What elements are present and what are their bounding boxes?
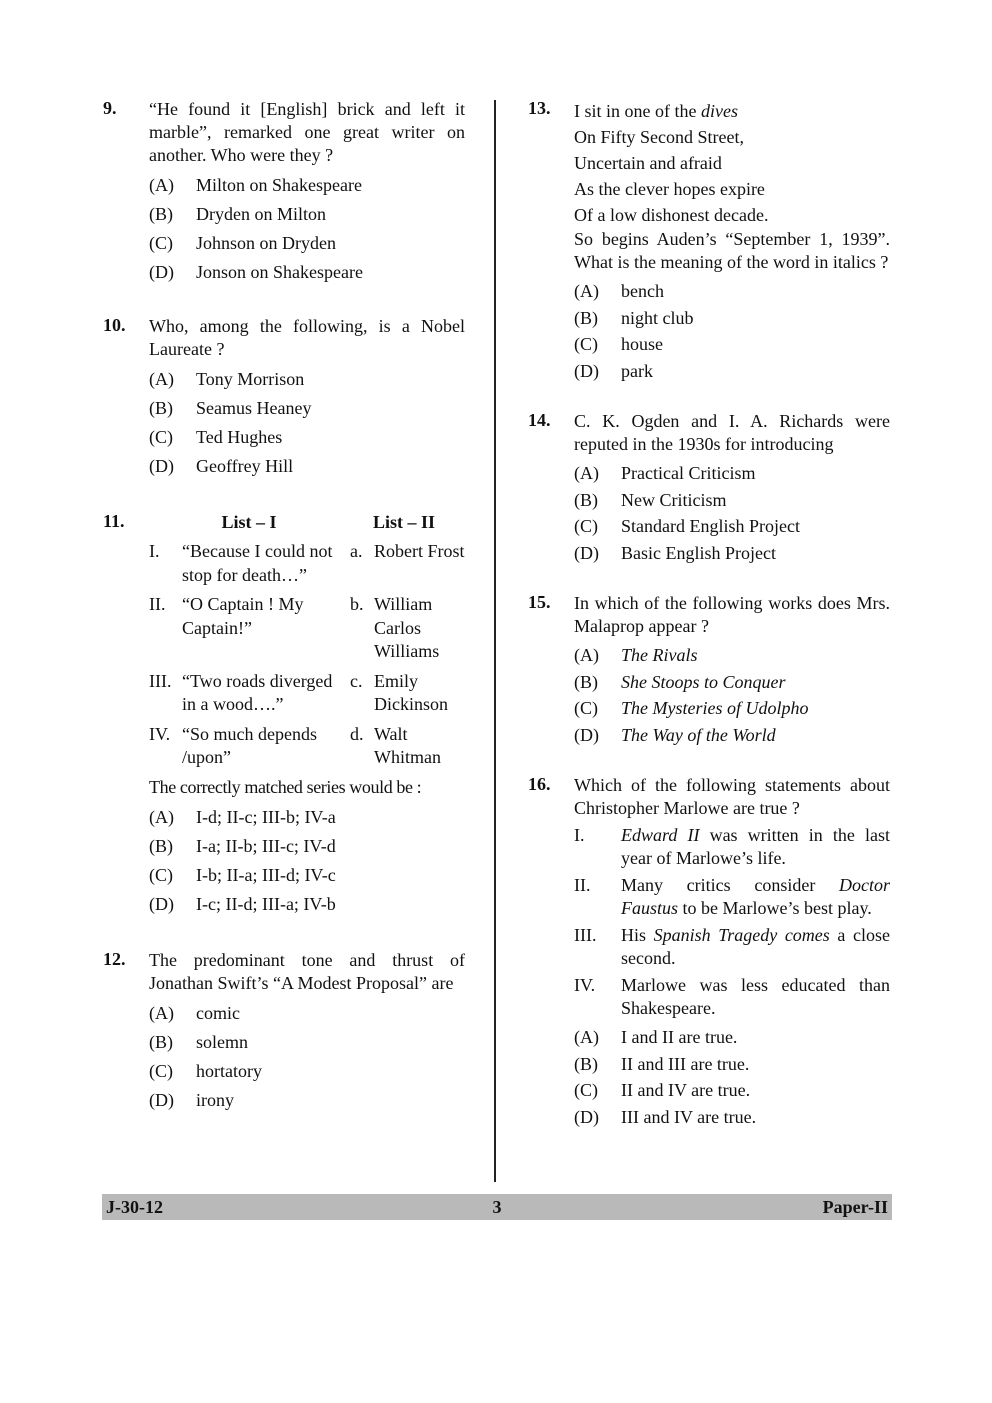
question-11 (103, 511, 465, 919)
option-label: (B) (149, 204, 173, 224)
question-number: 10. (103, 315, 126, 335)
match-row (149, 723, 465, 770)
statement-text: a close second. (621, 925, 890, 968)
question-stem: So begins Auden’s “September 1, 1939”. What is the meaning of the word in italics ? (574, 229, 890, 272)
option-text: comic (196, 1002, 240, 1023)
option-text: The Rivals (621, 645, 698, 665)
option-text: Dryden on Milton (196, 204, 326, 224)
option-label: (B) (149, 1031, 173, 1052)
row-letter: d. (350, 723, 364, 744)
list-1-item: “Because I could not stop for death…” (182, 541, 333, 585)
option-a[interactable] (149, 171, 465, 200)
option-label: (D) (574, 360, 599, 381)
option-label: (A) (149, 369, 174, 389)
option-text: Jonson on Shakespeare (196, 262, 363, 282)
statement-numeral: I. (574, 825, 585, 845)
option-d[interactable] (149, 452, 465, 481)
question-stem: Who, among the following, is a Nobel Laureate ? (149, 316, 465, 359)
option-d[interactable] (149, 1086, 465, 1115)
option-c[interactable] (149, 861, 465, 890)
option-c[interactable] (574, 1077, 890, 1104)
option-text: III and IV are true. (621, 1106, 757, 1127)
option-label: (A) (149, 1002, 174, 1023)
option-b[interactable] (574, 487, 890, 514)
statement-text: Many critics consider (621, 875, 839, 895)
question-12 (103, 949, 465, 1115)
option-text: Milton on Shakespeare (196, 175, 362, 195)
option-label: (B) (574, 307, 598, 328)
option-b[interactable] (574, 305, 890, 332)
option-label: (C) (149, 864, 173, 885)
option-a[interactable] (574, 1024, 890, 1051)
option-a[interactable] (149, 999, 465, 1028)
list-1-item: “Two roads diverged in a wood….” (182, 670, 333, 714)
question-stem: The predominant tone and thrust of Jonathan Swift’s “A Modest Proposal” are (149, 949, 465, 993)
option-label: (D) (149, 456, 174, 476)
option-text: New Criticism (621, 489, 727, 510)
option-text: I and II are true. (621, 1027, 738, 1047)
option-c[interactable] (149, 1057, 465, 1086)
option-label: (D) (574, 724, 599, 745)
list-2-item: Emily Dickinson (374, 670, 448, 714)
question-9 (103, 98, 465, 287)
option-label: (B) (149, 398, 173, 418)
option-text: Seamus Heaney (196, 398, 312, 418)
question-number: 12. (103, 948, 126, 969)
option-b[interactable] (149, 832, 465, 861)
statement-text: to be Marlowe’s best play. (678, 898, 872, 918)
statement-3 (574, 924, 890, 970)
question-number: 15. (528, 592, 551, 612)
option-a[interactable] (149, 803, 465, 832)
list-1-heading: List – I (221, 512, 277, 532)
poem-line: On Fifty Second Street, (574, 127, 744, 147)
option-label: (D) (574, 1106, 599, 1127)
option-b[interactable] (149, 200, 465, 229)
page-footer (102, 1194, 892, 1220)
poem-text: I sit in one of the (574, 101, 701, 121)
option-text: The Mysteries of Udolpho (621, 698, 809, 718)
row-numeral: II. (149, 594, 166, 614)
option-label: (A) (574, 463, 599, 483)
poem-line: Of a low dishonest decade. (574, 205, 769, 225)
question-15 (528, 592, 890, 748)
option-d[interactable] (574, 722, 890, 749)
option-text: II and III are true. (621, 1053, 750, 1074)
option-label: (D) (149, 893, 174, 914)
question-stem: Which of the following statements about Christopher Marlowe are true ? (574, 775, 890, 818)
options (574, 642, 890, 748)
right-column (528, 98, 890, 1130)
option-text: Standard English Project (621, 516, 800, 536)
option-text: I-a; II-b; III-c; IV-d (196, 835, 336, 856)
option-text: irony (196, 1089, 234, 1110)
option-label: (C) (149, 233, 173, 253)
option-d[interactable] (149, 890, 465, 919)
option-a[interactable] (574, 278, 890, 305)
option-label: (D) (149, 1089, 174, 1110)
option-text: I-d; II-c; III-b; IV-a (196, 806, 336, 827)
italic-title: Edward II (621, 825, 700, 845)
option-label: (C) (574, 1080, 598, 1100)
question-stem: C. K. Ogden and I. A. Richards were reputed in the 1930s for introducing (574, 411, 890, 454)
statement-numeral: II. (574, 875, 591, 895)
option-label: (B) (574, 671, 598, 692)
option-d[interactable] (574, 1104, 890, 1131)
option-label: (D) (574, 542, 599, 563)
poem-excerpt (574, 98, 890, 228)
poem-line (574, 98, 890, 124)
statement-text: Marlowe was less educated than Shakespeare. (621, 975, 890, 1018)
match-row (149, 593, 465, 664)
options (149, 365, 465, 481)
list-1-item: “So much depends /upon” (182, 723, 317, 767)
option-label: (A) (574, 1027, 599, 1047)
option-label: (A) (574, 645, 599, 665)
match-table-header (149, 511, 465, 534)
statement-text: His (621, 925, 654, 945)
option-b[interactable] (149, 394, 465, 423)
option-text: park (621, 360, 653, 381)
list-2-item: William Carlos Williams (374, 594, 440, 661)
question-14 (528, 410, 890, 566)
option-a[interactable] (574, 642, 890, 669)
question-stem: “He found it [English] brick and left it marble”, remarked one great writer on another. Who were they ? (149, 99, 465, 165)
italic-title: Doctor Faustus (621, 875, 890, 918)
row-letter: c. (350, 670, 363, 691)
option-text: Basic English Project (621, 542, 776, 563)
statement-numeral: III. (574, 925, 597, 945)
options (149, 803, 465, 919)
italic-title: Spanish Tragedy comes (653, 925, 830, 945)
question-10 (103, 315, 465, 481)
list-2-item: Walt Whitman (374, 723, 441, 767)
left-column (103, 98, 465, 1115)
option-label: (C) (574, 516, 598, 536)
option-text: Practical Criticism (621, 463, 756, 483)
match-row (149, 670, 465, 717)
option-label: (B) (574, 489, 598, 510)
option-text: house (621, 334, 663, 354)
option-label: (C) (574, 334, 598, 354)
row-letter: b. (350, 594, 364, 614)
statement-text: was written in the last year of Marlowe’s life. (621, 825, 891, 868)
series-prompt: The correctly matched series would be : (149, 776, 422, 797)
column-divider (494, 100, 496, 1182)
option-text: Ted Hughes (196, 427, 283, 447)
question-number: 9. (103, 98, 117, 118)
question-16 (528, 774, 890, 1130)
list-2-item: Robert Frost (374, 541, 465, 561)
option-text: Tony Morrison (196, 369, 305, 389)
question-number: 13. (528, 98, 551, 118)
options (574, 1024, 890, 1130)
paper-code: J-30-12 (106, 1197, 163, 1217)
option-text: night club (621, 307, 694, 328)
option-text: hortatory (196, 1060, 262, 1081)
options (149, 171, 465, 287)
statement-1 (574, 824, 890, 870)
question-13 (528, 98, 890, 384)
option-label: (A) (149, 806, 174, 827)
question-number: 14. (528, 410, 551, 430)
option-label: (B) (574, 1053, 598, 1074)
option-text: Johnson on Dryden (196, 233, 336, 253)
list-2-heading: List – II (372, 512, 435, 532)
statement-2 (574, 874, 890, 920)
row-numeral: IV. (149, 723, 171, 744)
row-letter: a. (350, 541, 363, 561)
option-text: bench (621, 281, 664, 301)
option-b[interactable] (574, 669, 890, 696)
poem-line: As the clever hopes expire (574, 179, 765, 199)
option-c[interactable] (574, 331, 890, 358)
question-number: 16. (528, 774, 551, 794)
options (149, 999, 465, 1115)
option-b[interactable] (149, 1028, 465, 1057)
statement-numeral: IV. (574, 975, 596, 995)
option-c[interactable] (149, 229, 465, 258)
match-row (149, 540, 465, 587)
option-label: (D) (149, 262, 174, 282)
option-d[interactable] (574, 540, 890, 567)
option-c[interactable] (149, 423, 465, 452)
options (574, 278, 890, 384)
question-number: 11. (103, 511, 125, 531)
option-label: (A) (574, 281, 599, 301)
page-number: 3 (492, 1197, 502, 1217)
option-text: The Way of the World (621, 724, 776, 745)
option-a[interactable] (574, 460, 890, 487)
option-a[interactable] (149, 365, 465, 394)
option-text: Geoffrey Hill (196, 456, 294, 476)
option-label: (C) (149, 427, 173, 447)
option-label: (B) (149, 835, 173, 856)
paper-name: Paper-II (822, 1197, 888, 1217)
option-label: (C) (574, 698, 598, 718)
option-c[interactable] (574, 513, 890, 540)
row-numeral: III. (149, 670, 172, 691)
poem-line: Uncertain and afraid (574, 153, 722, 173)
option-b[interactable] (574, 1051, 890, 1078)
option-d[interactable] (149, 258, 465, 287)
statements (574, 824, 890, 1020)
statement-4 (574, 974, 890, 1020)
option-label: (A) (149, 175, 174, 195)
row-numeral: I. (149, 541, 160, 561)
options (574, 460, 890, 566)
italic-word: dives (700, 101, 738, 121)
option-text: II and IV are true. (621, 1080, 751, 1100)
question-stem: In which of the following works does Mrs. Malaprop appear ? (574, 593, 890, 636)
option-text: She Stoops to Conquer (621, 671, 786, 692)
option-label: (C) (149, 1060, 173, 1081)
option-text: I-c; II-d; III-a; IV-b (196, 893, 336, 914)
option-c[interactable] (574, 695, 890, 722)
option-text: I-b; II-a; III-d; IV-c (196, 864, 336, 885)
option-text: solemn (196, 1031, 248, 1052)
option-d[interactable] (574, 358, 890, 385)
list-1-item: “O Captain ! My Captain!” (182, 594, 304, 638)
